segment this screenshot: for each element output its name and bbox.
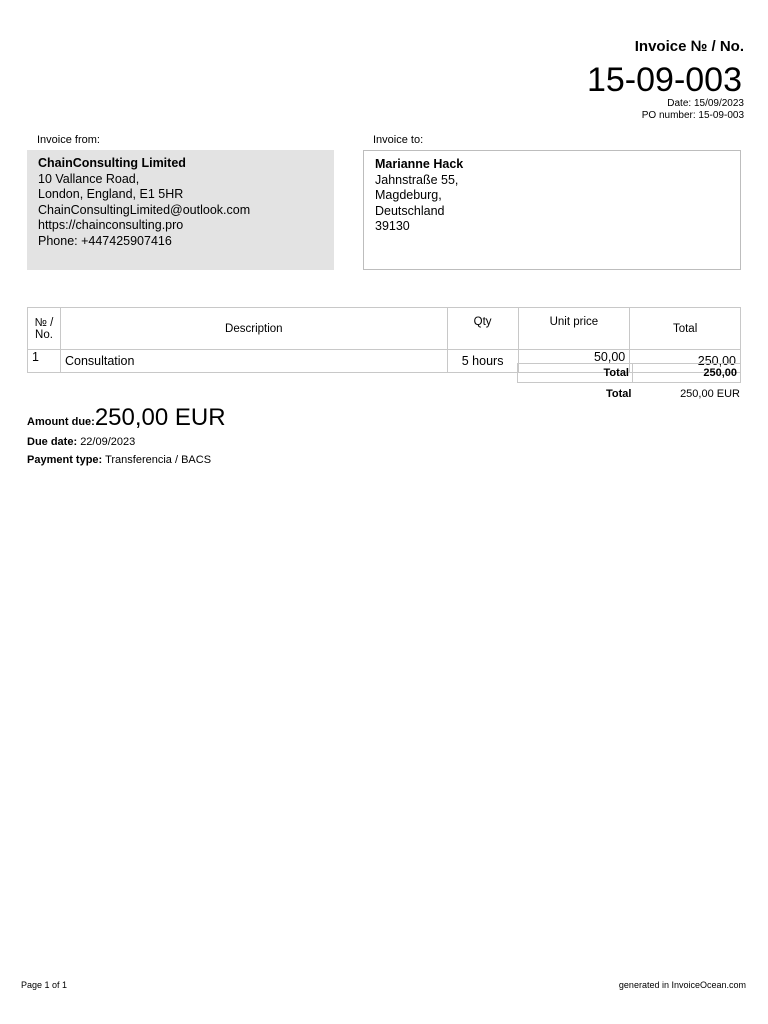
row-total: 250,00 bbox=[630, 350, 741, 373]
buyer-label: Invoice to: bbox=[373, 134, 424, 146]
payment-type-value: Transferencia / BACS bbox=[105, 454, 212, 466]
buyer-postcode: 39130 bbox=[375, 219, 410, 233]
row-qty: 5 hours bbox=[447, 350, 518, 373]
seller-website[interactable]: https://chainconsulting.pro bbox=[38, 218, 184, 232]
subtotal-row bbox=[518, 364, 741, 383]
invoice-number: 15-09-003 bbox=[586, 61, 742, 99]
invoice-date: Date: 15/09/2023 bbox=[667, 98, 744, 109]
payment-type bbox=[27, 454, 211, 466]
seller-name: ChainConsulting Limited bbox=[38, 156, 186, 170]
grand-total-label: Total bbox=[606, 388, 632, 400]
due-date bbox=[27, 436, 135, 448]
invoice-title: Invoice № / No. bbox=[634, 38, 744, 55]
subtotal-table bbox=[517, 363, 741, 383]
header-no: № / No. bbox=[28, 308, 61, 350]
subtotal-value: 250,00 bbox=[633, 364, 741, 383]
header-qty: Qty bbox=[447, 308, 518, 350]
seller-phone: Phone: +447425907416 bbox=[38, 233, 172, 248]
grand-total-value: 250,00 EUR bbox=[680, 388, 740, 400]
seller-email[interactable]: ChainConsultingLimited@outlook.com bbox=[38, 202, 251, 217]
header-total: Total bbox=[630, 308, 741, 350]
subtotal-label: Total bbox=[518, 364, 633, 383]
amount-due bbox=[27, 404, 226, 432]
amount-due-value: 250,00 EUR bbox=[94, 404, 226, 431]
row-description: Consultation bbox=[60, 350, 447, 373]
seller-box bbox=[27, 150, 334, 270]
due-date-label: Due date: bbox=[27, 436, 78, 448]
generator-credit[interactable]: generated in InvoiceOcean.com bbox=[618, 980, 746, 990]
amount-due-label: Amount due: bbox=[27, 416, 95, 428]
seller-label: Invoice from: bbox=[37, 134, 100, 146]
buyer-box bbox=[363, 150, 741, 270]
seller-address-line1: 10 Vallance Road, bbox=[38, 171, 140, 186]
due-date-value: 22/09/2023 bbox=[80, 436, 136, 448]
buyer-address-line1: Jahnstraße 55, bbox=[375, 172, 459, 187]
seller-address-line2: London, England, E1 5HR bbox=[38, 187, 184, 201]
row-no: 1 bbox=[28, 350, 61, 373]
header-description: Description bbox=[60, 308, 447, 350]
po-number: PO number: 15-09-003 bbox=[641, 110, 744, 121]
buyer-country: Deutschland bbox=[375, 203, 445, 218]
payment-type-label: Payment type: bbox=[27, 454, 103, 466]
buyer-name: Marianne Hack bbox=[375, 157, 464, 171]
header-unit-price: Unit price bbox=[518, 308, 630, 350]
row-unit-price: 50,00 bbox=[518, 350, 630, 373]
buyer-address-line2: Magdeburg, bbox=[375, 188, 442, 202]
table-header-row bbox=[28, 308, 741, 350]
page-number: Page 1 of 1 bbox=[21, 980, 68, 990]
